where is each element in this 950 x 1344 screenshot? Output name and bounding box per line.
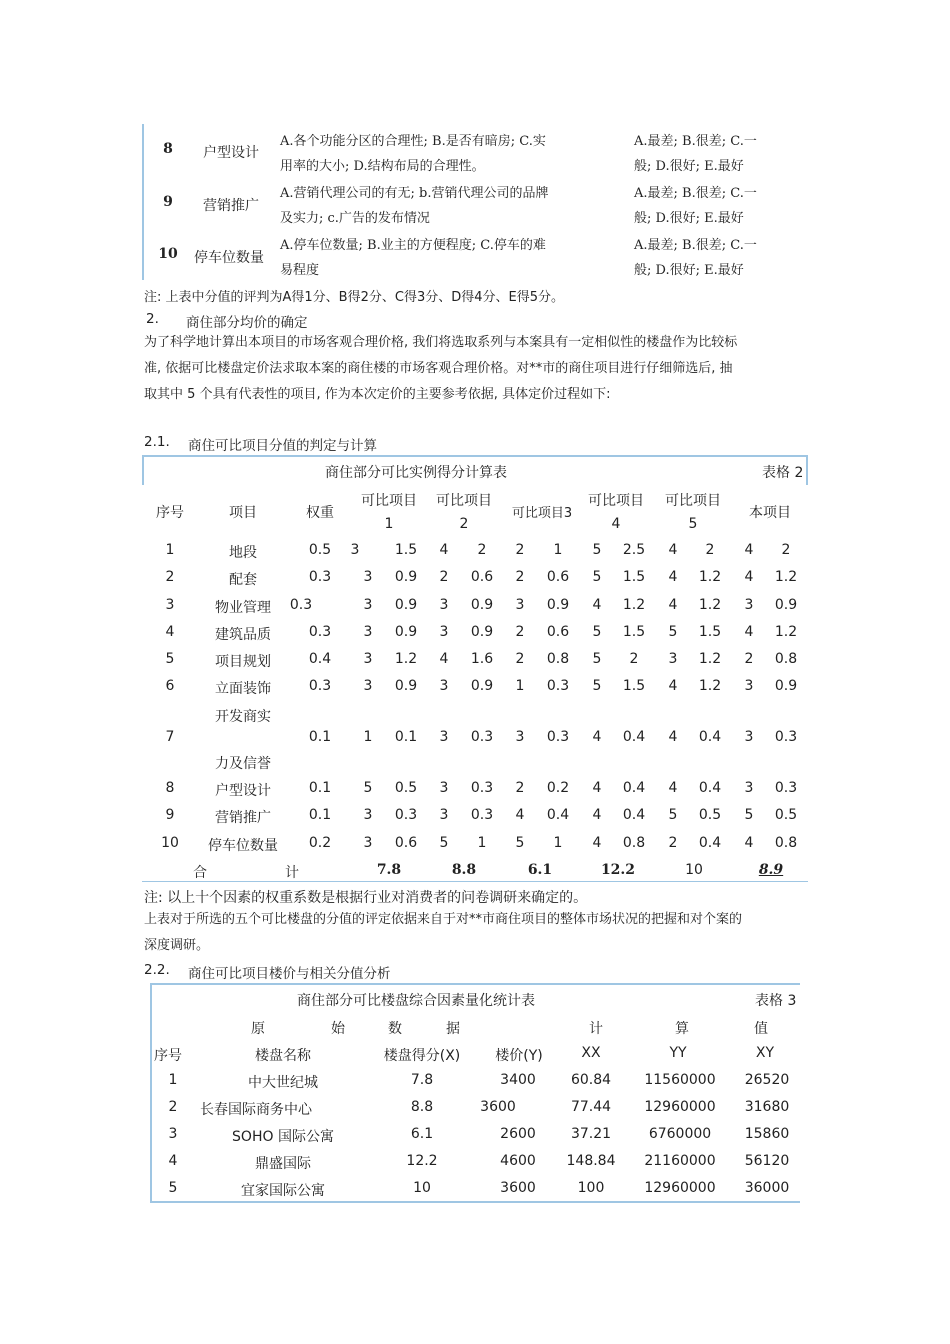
cell-value: 1.5 xyxy=(394,542,418,558)
total-comp1: 7.8 xyxy=(376,862,402,878)
cell-xy: 36000 xyxy=(744,1180,790,1196)
cell-value: 0.4 xyxy=(622,807,646,823)
cell-value: 1.5 xyxy=(622,569,646,585)
group-header-calc: 计 xyxy=(589,1021,603,1037)
table-title: 商住部分可比楼盘综合因素量化统计表 xyxy=(297,993,535,1009)
cell-value: 1.2 xyxy=(698,678,722,694)
cell-score: 7.8 xyxy=(410,1072,434,1088)
cell-value: 3 xyxy=(744,780,754,796)
cell-yy: 6760000 xyxy=(648,1126,712,1142)
header-comp3: 可比项目3 xyxy=(511,506,573,521)
cell-value: 4 xyxy=(668,780,678,796)
cell-value: 3 xyxy=(350,542,360,558)
cell-value: 3 xyxy=(515,597,525,613)
cell-item: 开发商实 xyxy=(215,709,271,725)
cell-value: 1 xyxy=(515,678,525,694)
cell-value: 0.3 xyxy=(470,729,494,745)
cell-value: 0.4 xyxy=(546,807,570,823)
table-bottom-border xyxy=(150,1201,800,1203)
table-left-border xyxy=(142,124,144,280)
cell-value: 2 xyxy=(515,542,525,558)
cell-value: 0.8 xyxy=(774,651,798,667)
row-grade-line1: A.最差; B.很差; C.一 xyxy=(634,238,757,253)
cell-weight: 0.1 xyxy=(308,807,332,823)
paragraph-line: 取其中 5 个具有代表性的项目, 作为本次定价的主要参考依据, 具体定价过程如下: xyxy=(144,387,611,402)
cell-item: 立面装饰 xyxy=(215,681,271,697)
cell-value: 2 xyxy=(439,569,449,585)
row-grade-line1: A.最差; B.很差; C.一 xyxy=(634,134,757,149)
cell-value: 3 xyxy=(439,807,449,823)
header-comp2-num: 2 xyxy=(459,516,469,532)
cell-value: 0.9 xyxy=(546,597,570,613)
cell-value: 4 xyxy=(592,807,602,823)
cell-value: 0.4 xyxy=(698,780,722,796)
cell-value: 1.2 xyxy=(394,651,418,667)
cell-no: 4 xyxy=(165,624,175,640)
cell-value: 1 xyxy=(363,729,373,745)
cell-item: 营销推广 xyxy=(215,810,271,826)
row-item: 户型设计 xyxy=(203,145,259,161)
cell-value: 4 xyxy=(668,597,678,613)
section-number: 2. xyxy=(146,311,159,327)
cell-yy: 12960000 xyxy=(644,1180,716,1196)
header-name: 楼盘名称 xyxy=(255,1048,311,1064)
cell-value: 4 xyxy=(592,729,602,745)
table-left-border xyxy=(150,983,152,1202)
cell-value: 1.5 xyxy=(698,624,722,640)
cell-value: 0.8 xyxy=(774,835,798,851)
cell-value: 4 xyxy=(439,542,449,558)
cell-value: 0.9 xyxy=(394,569,418,585)
cell-value: 3 xyxy=(363,835,373,851)
cell-value: 5 xyxy=(668,807,678,823)
cell-xx: 100 xyxy=(577,1180,605,1196)
cell-no: 7 xyxy=(165,729,175,745)
row-grade-line1: A.最差; B.很差; C.一 xyxy=(634,186,757,201)
cell-no: 5 xyxy=(165,651,175,667)
cell-value: 3 xyxy=(363,569,373,585)
cell-value: 5 xyxy=(363,780,373,796)
cell-value: 5 xyxy=(592,542,602,558)
total-label-a: 合 xyxy=(193,865,207,881)
cell-weight: 0.1 xyxy=(308,780,332,796)
cell-xx: 77.44 xyxy=(570,1099,612,1115)
cell-item: 配套 xyxy=(229,572,257,588)
cell-value: 1.5 xyxy=(622,624,646,640)
cell-name: 长春国际商务中心 xyxy=(200,1102,312,1118)
table-label: 表格 2 xyxy=(762,465,804,481)
header-price: 楼价(Y) xyxy=(495,1048,543,1064)
cell-value: 1.2 xyxy=(774,624,798,640)
row-number: 9 xyxy=(163,194,173,210)
cell-no: 3 xyxy=(168,1126,178,1142)
cell-value: 3 xyxy=(439,597,449,613)
paragraph-line: 准, 依据可比楼盘定价法求取本案的商住楼的市场客观合理价格。对**市的商住项目进行仔细筛选后, 抽 xyxy=(144,361,733,376)
section-paragraph xyxy=(144,330,814,408)
cell-value: 0.8 xyxy=(546,651,570,667)
cell-value: 1 xyxy=(553,835,563,851)
header-comp5: 可比项目 xyxy=(665,493,721,509)
cell-value: 0.9 xyxy=(774,597,798,613)
cell-value: 0.3 xyxy=(470,780,494,796)
cell-no: 4 xyxy=(168,1153,178,1169)
cell-value: 5 xyxy=(515,835,525,851)
header-score: 楼盘得分(X) xyxy=(383,1048,461,1064)
cell-xx: 148.84 xyxy=(566,1153,616,1169)
cell-value: 0.5 xyxy=(394,780,418,796)
cell-value: 3 xyxy=(668,651,678,667)
cell-price: 2600 xyxy=(500,1126,536,1142)
table-top-border xyxy=(150,983,800,985)
cell-score: 6.1 xyxy=(410,1126,434,1142)
row-criteria-line1: A.营销代理公司的有无; b.营销代理公司的品牌 xyxy=(280,186,549,201)
cell-value: 1 xyxy=(553,542,563,558)
row-criteria-line2: 易程度 xyxy=(280,263,320,278)
cell-value: 2 xyxy=(781,542,791,558)
header-comp4: 可比项目 xyxy=(588,493,644,509)
header-no: 序号 xyxy=(156,505,184,521)
header-comp5-num: 5 xyxy=(688,516,698,532)
cell-value: 5 xyxy=(592,651,602,667)
cell-value: 3 xyxy=(363,651,373,667)
header-yy: YY xyxy=(669,1045,687,1061)
cell-value: 0.1 xyxy=(394,729,418,745)
cell-name: 鼎盛国际 xyxy=(255,1156,311,1172)
cell-value: 3 xyxy=(439,729,449,745)
cell-value: 0.4 xyxy=(622,780,646,796)
cell-value: 0.3 xyxy=(546,729,570,745)
section-number: 2.1. xyxy=(144,434,170,450)
cell-value: 3 xyxy=(515,729,525,745)
cell-value: 4 xyxy=(668,729,678,745)
cell-weight: 0.4 xyxy=(308,651,332,667)
cell-value: 3 xyxy=(439,780,449,796)
cell-value: 1.5 xyxy=(622,678,646,694)
cell-value: 0.3 xyxy=(394,807,418,823)
cell-value: 5 xyxy=(439,835,449,851)
cell-value: 0.3 xyxy=(774,780,798,796)
cell-value: 5 xyxy=(592,624,602,640)
cell-value: 4 xyxy=(744,569,754,585)
cell-xx: 60.84 xyxy=(570,1072,612,1088)
cell-value: 3 xyxy=(363,597,373,613)
cell-yy: 21160000 xyxy=(644,1153,716,1169)
cell-no: 2 xyxy=(165,569,175,585)
cell-value: 0.6 xyxy=(470,569,494,585)
header-comp1: 可比项目 xyxy=(361,493,417,509)
cell-xx: 37.21 xyxy=(570,1126,612,1142)
cell-yy: 12960000 xyxy=(644,1099,716,1115)
cell-value: 1.2 xyxy=(698,569,722,585)
cell-item: 物业管理 xyxy=(215,600,271,616)
cell-value: 4 xyxy=(668,678,678,694)
cell-price: 4600 xyxy=(500,1153,536,1169)
cell-score: 10 xyxy=(413,1180,431,1196)
cell-no: 5 xyxy=(168,1180,178,1196)
cell-weight: 0.3 xyxy=(308,624,332,640)
cell-name: 宜家国际公寓 xyxy=(241,1183,325,1199)
cell-value: 1.2 xyxy=(774,569,798,585)
cell-value: 4 xyxy=(668,569,678,585)
header-comp2: 可比项目 xyxy=(436,493,492,509)
cell-yy: 11560000 xyxy=(644,1072,716,1088)
row-criteria-line1: A.各个功能分区的合理性; B.是否有暗房; C.实 xyxy=(280,134,546,149)
cell-item: 户型设计 xyxy=(215,783,271,799)
cell-item: 建筑品质 xyxy=(215,627,271,643)
total-comp4: 12.2 xyxy=(600,862,636,878)
cell-value: 0.9 xyxy=(470,678,494,694)
cell-price: 3400 xyxy=(500,1072,536,1088)
cell-no: 1 xyxy=(165,542,175,558)
cell-weight: 0.3 xyxy=(308,678,332,694)
cell-value: 2 xyxy=(705,542,715,558)
section-heading: 商住部分均价的确定 xyxy=(186,315,308,331)
cell-value: 5 xyxy=(668,624,678,640)
cell-value: 2 xyxy=(668,835,678,851)
cell-value: 1 xyxy=(477,835,487,851)
cell-value: 4 xyxy=(592,597,602,613)
cell-weight: 0.3 xyxy=(289,597,313,613)
cell-value: 2 xyxy=(515,569,525,585)
group-header-raw: 始 xyxy=(331,1021,345,1037)
cell-no: 9 xyxy=(165,807,175,823)
cell-xy: 15860 xyxy=(744,1126,790,1142)
cell-value: 0.2 xyxy=(546,780,570,796)
row-item: 营销推广 xyxy=(203,198,259,214)
cell-value: 0.3 xyxy=(546,678,570,694)
section-heading: 商住可比项目楼价与相关分值分析 xyxy=(188,966,391,982)
cell-value: 0.8 xyxy=(622,835,646,851)
table-title: 商住部分可比实例得分计算表 xyxy=(325,465,507,481)
total-comp2: 8.8 xyxy=(451,862,477,878)
cell-value: 0.4 xyxy=(698,835,722,851)
cell-value: 5 xyxy=(592,678,602,694)
row-grade-line2: 般; D.很好; E.最好 xyxy=(634,263,744,278)
cell-xy: 31680 xyxy=(744,1099,790,1115)
cell-value: 4 xyxy=(592,835,602,851)
cell-value: 0.6 xyxy=(394,835,418,851)
paragraph-line: 上表对于所选的五个可比楼盘的分值的评定依据来自于对**市商住项目的整体市场状况的把握和对个案的 xyxy=(144,912,743,927)
table-right-border xyxy=(806,455,808,485)
cell-value: 4 xyxy=(744,542,754,558)
header-self: 本项目 xyxy=(749,505,791,521)
cell-value: 0.9 xyxy=(394,624,418,640)
cell-value: 4 xyxy=(744,835,754,851)
cell-item: 地段 xyxy=(229,545,257,561)
cell-value: 2 xyxy=(515,651,525,667)
cell-price: 3600 xyxy=(480,1099,516,1115)
cell-value: 4 xyxy=(515,807,525,823)
cell-value: 3 xyxy=(439,678,449,694)
cell-xy: 56120 xyxy=(744,1153,790,1169)
cell-value: 3 xyxy=(744,597,754,613)
row-criteria-line2: 及实力; c.广告的发布情况 xyxy=(280,211,430,226)
cell-score: 8.8 xyxy=(410,1099,434,1115)
cell-no: 3 xyxy=(165,597,175,613)
cell-value: 3 xyxy=(363,678,373,694)
table-label: 表格 3 xyxy=(755,993,797,1009)
paragraph-line: 为了科学地计算出本项目的市场客观合理价格, 我们将选取系列与本案具有一定相似性的楼盘作为比较标 xyxy=(144,335,738,350)
header-comp1-num: 1 xyxy=(384,516,394,532)
header-comp4-num: 4 xyxy=(611,516,621,532)
cell-item: 项目规划 xyxy=(215,654,271,670)
cell-value: 1.2 xyxy=(698,597,722,613)
section-heading: 商住可比项目分值的判定与计算 xyxy=(188,438,377,454)
cell-weight: 0.3 xyxy=(308,569,332,585)
cell-value: 1.2 xyxy=(698,651,722,667)
header-xy: XY xyxy=(755,1045,775,1061)
cell-score: 12.2 xyxy=(406,1153,438,1169)
cell-value: 0.3 xyxy=(470,807,494,823)
table1-note: 注: 上表中分值的评判为A得1分、B得2分、C得3分、D得4分、E得5分。 xyxy=(144,290,564,305)
row-item: 停车位数量 xyxy=(194,250,264,266)
cell-price: 3600 xyxy=(500,1180,536,1196)
cell-value: 3 xyxy=(363,624,373,640)
cell-xy: 26520 xyxy=(744,1072,790,1088)
cell-name: 中大世纪城 xyxy=(248,1075,318,1091)
cell-item: 停车位数量 xyxy=(208,838,278,854)
table2-note: 注: 以上十个因素的权重系数是根据行业对消费者的问卷调研来确定的。 xyxy=(144,890,588,906)
cell-value: 0.5 xyxy=(774,807,798,823)
cell-weight: 0.2 xyxy=(308,835,332,851)
cell-no: 1 xyxy=(168,1072,178,1088)
cell-value: 0.3 xyxy=(774,729,798,745)
total-comp5: 10 xyxy=(685,862,703,878)
cell-value: 2 xyxy=(744,651,754,667)
row-criteria-line1: A.停车位数量; B.业主的方便程度; C.停车的难 xyxy=(280,238,546,253)
table-bottom-border xyxy=(142,881,808,882)
cell-value: 4 xyxy=(592,780,602,796)
table2-paragraph xyxy=(144,907,742,959)
cell-weight: 0.5 xyxy=(308,542,332,558)
cell-value: 0.9 xyxy=(470,624,494,640)
cell-value: 0.9 xyxy=(394,678,418,694)
cell-value: 0.6 xyxy=(546,624,570,640)
group-header-raw: 数 xyxy=(388,1021,402,1037)
table-top-border xyxy=(142,455,808,457)
header-xx: XX xyxy=(581,1045,601,1061)
group-header-calc: 值 xyxy=(754,1021,768,1037)
section-number: 2.2. xyxy=(144,962,170,978)
cell-value: 5 xyxy=(744,807,754,823)
cell-value: 0.5 xyxy=(698,807,722,823)
total-label-b: 计 xyxy=(285,865,299,881)
cell-value: 0.4 xyxy=(698,729,722,745)
cell-value: 3 xyxy=(744,678,754,694)
row-number: 8 xyxy=(163,141,173,157)
header-item: 项目 xyxy=(229,505,257,521)
group-header-raw: 据 xyxy=(446,1021,460,1037)
cell-value: 1.6 xyxy=(470,651,494,667)
paragraph-line: 深度调研。 xyxy=(144,938,210,953)
cell-no: 6 xyxy=(165,678,175,694)
cell-value: 2 xyxy=(515,624,525,640)
cell-value: 0.9 xyxy=(394,597,418,613)
cell-value: 0.6 xyxy=(546,569,570,585)
group-header-calc: 算 xyxy=(675,1021,689,1037)
group-header-raw: 原 xyxy=(251,1021,265,1037)
total-self: 8.9 xyxy=(758,862,784,878)
cell-value: 0.9 xyxy=(774,678,798,694)
cell-no: 2 xyxy=(168,1099,178,1115)
total-comp3: 6.1 xyxy=(527,862,553,878)
header-weight: 权重 xyxy=(306,505,334,521)
cell-weight: 0.1 xyxy=(308,729,332,745)
cell-value: 2.5 xyxy=(622,542,646,558)
cell-value: 3 xyxy=(744,729,754,745)
row-criteria-line2: 用率的大小; D.结构布局的合理性。 xyxy=(280,159,485,174)
cell-item-line2: 力及信誉 xyxy=(215,756,271,772)
cell-value: 4 xyxy=(439,651,449,667)
cell-value: 4 xyxy=(668,542,678,558)
cell-value: 0.4 xyxy=(622,729,646,745)
cell-name: SOHO 国际公寓 xyxy=(232,1129,334,1145)
cell-no: 10 xyxy=(161,835,179,851)
cell-value: 2 xyxy=(477,542,487,558)
cell-no: 8 xyxy=(165,780,175,796)
row-grade-line2: 般; D.很好; E.最好 xyxy=(634,159,744,174)
cell-value: 2 xyxy=(515,780,525,796)
cell-value: 3 xyxy=(363,807,373,823)
row-grade-line2: 般; D.很好; E.最好 xyxy=(634,211,744,226)
cell-value: 5 xyxy=(592,569,602,585)
cell-value: 0.9 xyxy=(470,597,494,613)
row-number: 10 xyxy=(158,246,178,262)
table-left-border xyxy=(142,455,144,485)
cell-value: 4 xyxy=(744,624,754,640)
cell-value: 1.2 xyxy=(622,597,646,613)
cell-value: 2 xyxy=(629,651,639,667)
cell-value: 3 xyxy=(439,624,449,640)
header-no: 序号 xyxy=(154,1048,182,1064)
